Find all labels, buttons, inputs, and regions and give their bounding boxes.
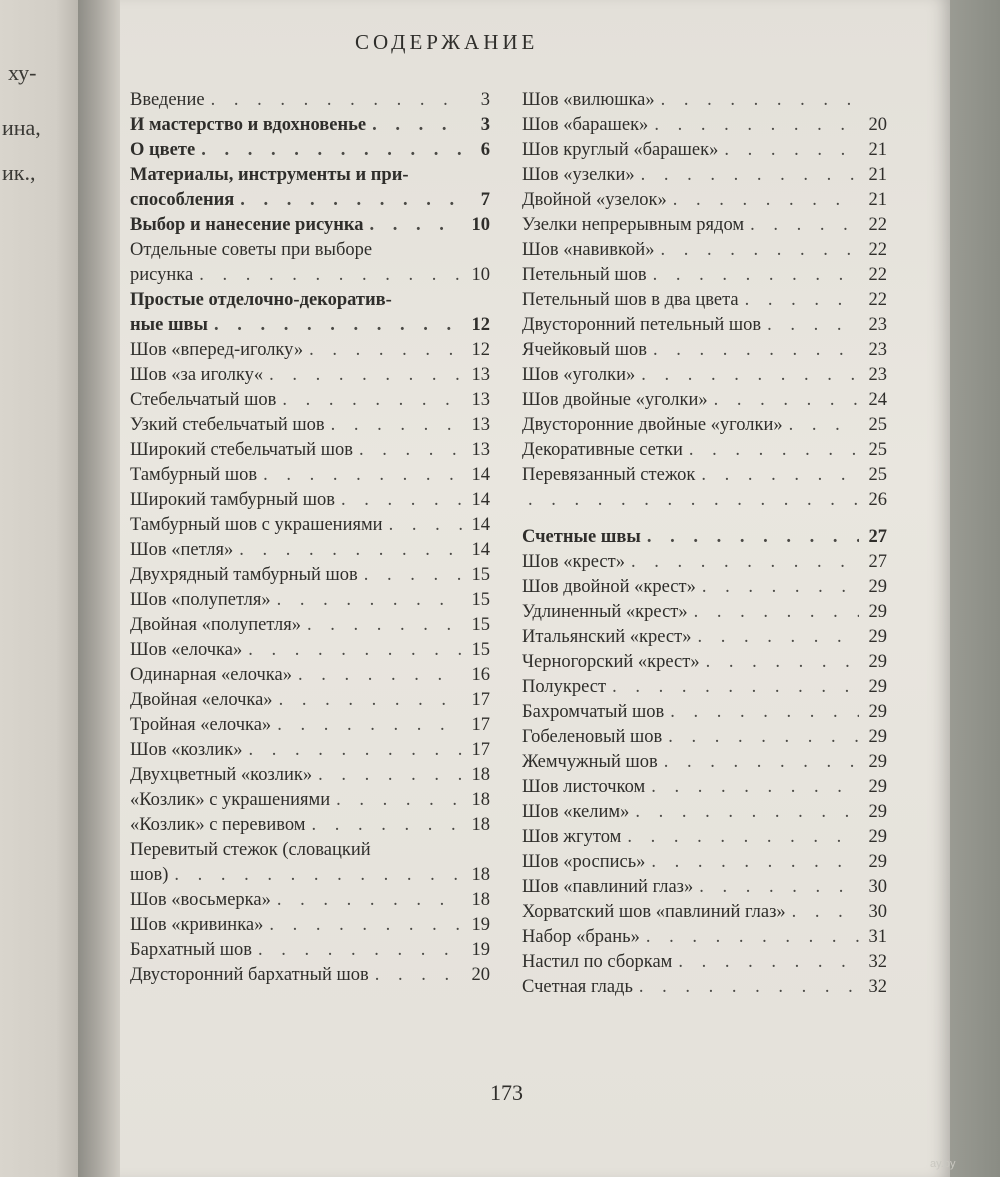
toc-entry-title: Жемчужный шов	[522, 752, 658, 772]
toc-entry	[130, 913, 490, 938]
toc-entry-page: 10	[471, 265, 490, 285]
toc-entry-title: Набор «брань»	[522, 927, 640, 947]
toc-entry-page: 13	[471, 415, 490, 435]
dot-leader	[318, 763, 462, 788]
dot-leader	[331, 413, 462, 438]
toc-entry-title: Введение	[130, 90, 205, 110]
toc-entry-title: Шов «роспись»	[522, 852, 646, 872]
toc-entry	[130, 113, 490, 138]
dot-leader	[364, 563, 462, 588]
toc-entry-title: Удлиненный «крест»	[522, 602, 688, 622]
toc-entry-page: 29	[868, 652, 887, 672]
toc-entry-page: 16	[471, 665, 490, 685]
toc-entry	[522, 550, 887, 575]
dot-leader	[201, 138, 462, 163]
dot-leader	[239, 538, 462, 563]
toc-entry	[522, 800, 887, 825]
toc-entry-page: 3	[480, 90, 490, 110]
toc-entry-page: 29	[868, 727, 887, 747]
dot-leader	[697, 625, 859, 650]
toc-entry-title: Узелки непрерывным рядом	[522, 215, 745, 235]
toc-entry-page: 25	[868, 440, 887, 460]
toc-entry-page: 27	[868, 527, 887, 547]
toc-entry	[522, 288, 887, 313]
toc-entry	[130, 613, 490, 638]
toc-entry-title: Счетные швы	[522, 527, 641, 547]
toc-entry-title: Черногорский «крест»	[522, 652, 700, 672]
dot-leader	[668, 725, 859, 750]
toc-entry	[130, 213, 490, 238]
toc-entry-page: 26	[868, 490, 887, 510]
toc-entry-title: Шов круглый «барашек»	[522, 140, 719, 160]
toc-entry-page: 17	[471, 715, 490, 735]
toc-entry-title: Перевитый стежок (словацкий	[130, 840, 371, 860]
dot-leader	[641, 363, 859, 388]
toc-entry-page: 29	[868, 702, 887, 722]
dot-leader	[372, 113, 462, 138]
dot-leader	[277, 888, 462, 913]
dot-leader	[528, 488, 859, 513]
toc-entry	[522, 650, 887, 675]
toc-entry	[522, 338, 887, 363]
toc-entry-title: Шов «петля»	[130, 540, 234, 560]
dot-leader	[651, 850, 859, 875]
dot-leader	[641, 163, 859, 188]
toc-entry	[522, 313, 887, 338]
toc-entry-title: Двойная «елочка»	[130, 690, 273, 710]
dot-leader	[249, 738, 463, 763]
dot-leader	[279, 688, 462, 713]
toc-entry-page: 17	[471, 740, 490, 760]
toc-entry	[522, 238, 887, 263]
dot-leader	[263, 463, 462, 488]
toc-entry	[522, 575, 887, 600]
toc-entry-title: Одинарная «елочка»	[130, 665, 292, 685]
dot-leader	[661, 88, 859, 113]
dot-leader	[277, 588, 462, 613]
dot-leader	[702, 575, 859, 600]
dot-leader	[789, 413, 859, 438]
toc-entry-title: Бархатный шов	[130, 940, 252, 960]
toc-entry-page: 15	[471, 615, 490, 635]
dot-leader	[767, 313, 859, 338]
dot-leader	[750, 213, 859, 238]
toc-entry	[130, 838, 490, 888]
toc-entry-page: 19	[471, 940, 490, 960]
toc-entry-page: 22	[868, 240, 887, 260]
toc-entry-page: 29	[868, 802, 887, 822]
toc-entry-title: Тамбурный шов с украшениями	[130, 515, 383, 535]
toc-entry-title: Шов «келим»	[522, 802, 630, 822]
toc-right-column	[522, 88, 887, 1000]
toc-entry-page: 21	[868, 190, 887, 210]
toc-entry-title: Полукрест	[522, 677, 607, 697]
toc-entry	[522, 875, 887, 900]
toc-entry	[522, 213, 887, 238]
dot-leader	[214, 313, 462, 338]
toc-entry-page: 24	[868, 390, 887, 410]
dot-leader	[311, 813, 462, 838]
toc-entry-page: 29	[868, 827, 887, 847]
toc-entry-title: Счетная гладь	[522, 977, 633, 997]
toc-entry-page: 29	[868, 577, 887, 597]
toc-entry-page: 14	[471, 490, 490, 510]
toc-entry-page: 12	[471, 340, 490, 360]
toc-entry-page: 20	[868, 115, 887, 135]
toc-entry-page: 7	[480, 190, 490, 210]
toc-entry-page: 23	[868, 315, 887, 335]
toc-entry	[130, 88, 490, 113]
toc-entry	[522, 975, 887, 1000]
toc-entry	[130, 688, 490, 713]
toc-entry-page: 13	[471, 440, 490, 460]
toc-entry-page: 14	[471, 465, 490, 485]
dot-leader	[701, 463, 859, 488]
dot-leader	[174, 863, 462, 888]
toc-entry-title: Широкий тамбурный шов	[130, 490, 335, 510]
toc-entry-title: Шов двойной «крест»	[522, 577, 696, 597]
toc-entry-title: Материалы, инструменты и при-	[130, 165, 409, 185]
toc-entry	[130, 413, 490, 438]
dot-leader	[248, 638, 462, 663]
dot-leader	[389, 513, 462, 538]
dot-leader	[670, 700, 859, 725]
toc-entry-title: Шов листочком	[522, 777, 646, 797]
toc-entry-page: 21	[868, 140, 887, 160]
toc-entry-title: Двусторонние двойные «уголки»	[522, 415, 783, 435]
toc-entry	[130, 763, 490, 788]
dot-leader	[612, 675, 859, 700]
toc-entry	[130, 738, 490, 763]
toc-entry-title: способления	[130, 190, 235, 210]
toc-entry	[522, 413, 887, 438]
toc-entry-title: Шов «за иголку«	[130, 365, 264, 385]
toc-entry-title: Ячейковый шов	[522, 340, 647, 360]
toc-entry-page: 20	[471, 965, 490, 985]
toc-entry-page: 22	[868, 215, 887, 235]
toc-entry	[130, 488, 490, 513]
dot-leader	[647, 525, 859, 550]
toc-entry-page: 30	[868, 902, 887, 922]
toc-entry	[130, 813, 490, 838]
book-gutter	[78, 0, 124, 1177]
toc-entry-page: 29	[868, 852, 887, 872]
toc-entry-title: Шов жгутом	[522, 827, 622, 847]
toc-entry	[522, 700, 887, 725]
toc-entry-page: 13	[471, 365, 490, 385]
toc-entry-page: 22	[868, 290, 887, 310]
toc-entry	[130, 463, 490, 488]
toc-entry-title: Двойная «полупетля»	[130, 615, 301, 635]
toc-entry	[130, 663, 490, 688]
toc-entry-page: 31	[868, 927, 887, 947]
toc-entry	[522, 525, 887, 550]
toc-entry	[130, 938, 490, 963]
toc-entry-page: 30	[868, 877, 887, 897]
toc-entry-title: Двусторонний петельный шов	[522, 315, 762, 335]
toc-entry-page: 29	[868, 752, 887, 772]
dot-leader	[269, 913, 462, 938]
dot-leader	[627, 825, 859, 850]
left-page-fragment: ина,	[2, 115, 41, 140]
dot-leader	[706, 650, 859, 675]
toc-entry-page: 19	[471, 915, 490, 935]
toc-entry	[522, 750, 887, 775]
toc-entry	[130, 638, 490, 663]
toc-entry	[522, 438, 887, 463]
toc-entry-page: 21	[868, 165, 887, 185]
toc-entry-title: Шов «вперед-иголку»	[130, 340, 304, 360]
dot-leader	[309, 338, 462, 363]
toc-entry-title: Двусторонний бархатный шов	[130, 965, 369, 985]
toc-entry	[522, 600, 887, 625]
dot-leader	[654, 113, 859, 138]
toc-entry	[522, 850, 887, 875]
dot-leader	[359, 438, 462, 463]
watermark: ay.by	[930, 1158, 956, 1170]
toc-entry	[522, 88, 887, 113]
toc-entry	[130, 338, 490, 363]
toc-entry	[522, 463, 887, 488]
toc-entry	[522, 388, 887, 413]
toc-left-column	[130, 88, 490, 988]
toc-entry	[522, 725, 887, 750]
toc-entry-title: Перевязанный стежок	[522, 465, 696, 485]
toc-entry-title: Двойной «узелок»	[522, 190, 667, 210]
left-page-fragment: ик.,	[2, 160, 36, 185]
toc-entry-page: 18	[471, 790, 490, 810]
toc-entry-title: Шов «елочка»	[130, 640, 243, 660]
toc-entry-title: рисунка	[130, 265, 194, 285]
toc-entry-page: 12	[471, 315, 490, 335]
toc-entry-title: Широкий стебельчатый шов	[130, 440, 353, 460]
toc-entry-page: 14	[471, 540, 490, 560]
toc-entry-page: 29	[868, 602, 887, 622]
toc-entry-page: 23	[868, 365, 887, 385]
toc-entry-page: 27	[868, 552, 887, 572]
toc-entry-page: 18	[471, 890, 490, 910]
dot-leader	[699, 875, 859, 900]
toc-entry-page: 25	[868, 465, 887, 485]
toc-entry-page: 3	[480, 115, 490, 135]
toc-entry-page: 29	[868, 777, 887, 797]
dot-leader	[336, 788, 462, 813]
left-page-fragment: ху-	[8, 60, 37, 85]
toc-entry-page: 15	[471, 590, 490, 610]
toc-entry-title: Тройная «елочка»	[130, 715, 272, 735]
dot-leader	[269, 363, 462, 388]
toc-entry-title: О цвете	[130, 140, 196, 160]
toc-entry-page: 29	[868, 677, 887, 697]
left-page	[0, 0, 80, 1177]
toc-entry-title: Шов «кривинка»	[130, 915, 264, 935]
toc-entry-title: Шов «узелки»	[522, 165, 635, 185]
toc-entry-title: Шов «уголки»	[522, 365, 636, 385]
toc-entry-title: Настил по сборкам	[522, 952, 673, 972]
dot-leader	[375, 963, 462, 988]
toc-entry-title: Двухрядный тамбурный шов	[130, 565, 358, 585]
toc-entry	[130, 963, 490, 988]
toc-entry-page: 13	[471, 390, 490, 410]
dot-leader	[694, 600, 859, 625]
toc-entry-title: Шов «павлиний глаз»	[522, 877, 694, 897]
toc-entry	[522, 775, 887, 800]
toc-entry	[522, 925, 887, 950]
toc-entry	[522, 825, 887, 850]
toc-entry-page: 23	[868, 340, 887, 360]
dot-leader	[370, 213, 463, 238]
toc-entry-title: Петельный шов в два цвета	[522, 290, 739, 310]
toc-entry	[522, 950, 887, 975]
dot-leader	[646, 925, 859, 950]
dot-leader	[282, 388, 462, 413]
toc-entry	[522, 900, 887, 925]
toc-entry-page: 17	[471, 690, 490, 710]
toc-entry-title: шов)	[130, 865, 169, 885]
toc-entry-title: ные швы	[130, 315, 208, 335]
dot-leader	[792, 900, 859, 925]
toc-entry	[522, 625, 887, 650]
dot-leader	[199, 263, 462, 288]
dot-leader	[653, 338, 859, 363]
toc-entry-page: 32	[868, 977, 887, 997]
page-title: СОДЕРЖАНИЕ	[355, 30, 539, 54]
toc-entry-title: Стебельчатый шов	[130, 390, 277, 410]
toc-entry-title: И мастерство и вдохновенье	[130, 115, 367, 135]
toc-entry-page: 14	[471, 515, 490, 535]
toc-entry	[130, 713, 490, 738]
dot-leader	[635, 800, 859, 825]
toc-entry-title: Гобеленовый шов	[522, 727, 663, 747]
dot-leader	[678, 950, 859, 975]
toc-entry-title: Декоративные сетки	[522, 440, 683, 460]
toc-entry	[522, 675, 887, 700]
dot-leader	[240, 188, 462, 213]
toc-entry-page: 18	[471, 815, 490, 835]
dot-leader	[631, 550, 859, 575]
toc-entry-page: 22	[868, 265, 887, 285]
toc-entry	[522, 363, 887, 388]
toc-entry-page: 15	[471, 640, 490, 660]
toc-entry	[522, 488, 887, 513]
toc-entry-title: Шов «полупетля»	[130, 590, 271, 610]
toc-entry	[522, 163, 887, 188]
toc-entry-title: Шов «крест»	[522, 552, 625, 572]
page-number: 173	[490, 1080, 523, 1105]
toc-entry	[130, 888, 490, 913]
dot-leader	[745, 288, 859, 313]
dot-leader	[341, 488, 462, 513]
toc-entry-page: 29	[868, 627, 887, 647]
table-surface	[950, 0, 1000, 1177]
dot-leader	[651, 775, 859, 800]
dot-leader	[673, 188, 859, 213]
toc-entry-title: Выбор и нанесение рисунка	[130, 215, 364, 235]
dot-leader	[689, 438, 859, 463]
dot-leader	[307, 613, 462, 638]
toc-entry	[130, 513, 490, 538]
toc-entry-title: Узкий стебельчатый шов	[130, 415, 325, 435]
toc-entry-page: 32	[868, 952, 887, 972]
toc-entry-title: Шов «барашек»	[522, 115, 649, 135]
toc-entry-page: 25	[868, 415, 887, 435]
dot-leader	[639, 975, 859, 1000]
dot-leader	[258, 938, 462, 963]
toc-entry-page: 10	[471, 215, 490, 235]
toc-entry	[130, 163, 490, 213]
toc-entry-title: Отдельные советы при выборе	[130, 240, 373, 260]
toc-entry-title: Хорватский шов «павлиний глаз»	[522, 902, 786, 922]
toc-entry	[522, 188, 887, 213]
toc-entry	[130, 238, 490, 288]
toc-entry-title: Шов двойные «уголки»	[522, 390, 708, 410]
toc-entry	[130, 538, 490, 563]
toc-entry	[522, 263, 887, 288]
toc-entry	[130, 138, 490, 163]
toc-entry-title: Шов «вилюшка»	[522, 90, 655, 110]
toc-entry	[130, 288, 490, 338]
toc-entry-page: 15	[471, 565, 490, 585]
toc-entry-title: Бахромчатый шов	[522, 702, 665, 722]
toc-entry	[522, 113, 887, 138]
toc-entry	[522, 138, 887, 163]
toc-entry-title: Шов «восьмерка»	[130, 890, 271, 910]
toc-entry	[130, 438, 490, 463]
dot-leader	[298, 663, 462, 688]
dot-leader	[211, 88, 462, 113]
dot-leader	[664, 750, 859, 775]
toc-entry-title: «Козлик» с перевивом	[130, 815, 306, 835]
toc-entry-title: Тамбурный шов	[130, 465, 258, 485]
toc-entry-title: Простые отделочно-декоратив-	[130, 290, 392, 310]
dot-leader	[724, 138, 859, 163]
toc-entry-title: Итальянский «крест»	[522, 627, 692, 647]
toc-entry	[130, 563, 490, 588]
dot-leader	[660, 238, 859, 263]
toc-entry-page: 18	[471, 765, 490, 785]
toc-entry	[130, 388, 490, 413]
toc-entry-title: Петельный шов	[522, 265, 647, 285]
toc-entry-page: 18	[471, 865, 490, 885]
toc-entry	[130, 588, 490, 613]
toc-entry	[130, 788, 490, 813]
dot-leader	[714, 388, 859, 413]
dot-leader	[653, 263, 859, 288]
toc-entry-title: Шов «козлик»	[130, 740, 243, 760]
toc-entry-title: «Козлик» с украшениями	[130, 790, 331, 810]
toc-entry-page: 6	[480, 140, 490, 160]
toc-entry-title: Двухцветный «козлик»	[130, 765, 313, 785]
toc-entry-title: Шов «навивкой»	[522, 240, 655, 260]
toc-entry	[130, 363, 490, 388]
dot-leader	[277, 713, 462, 738]
